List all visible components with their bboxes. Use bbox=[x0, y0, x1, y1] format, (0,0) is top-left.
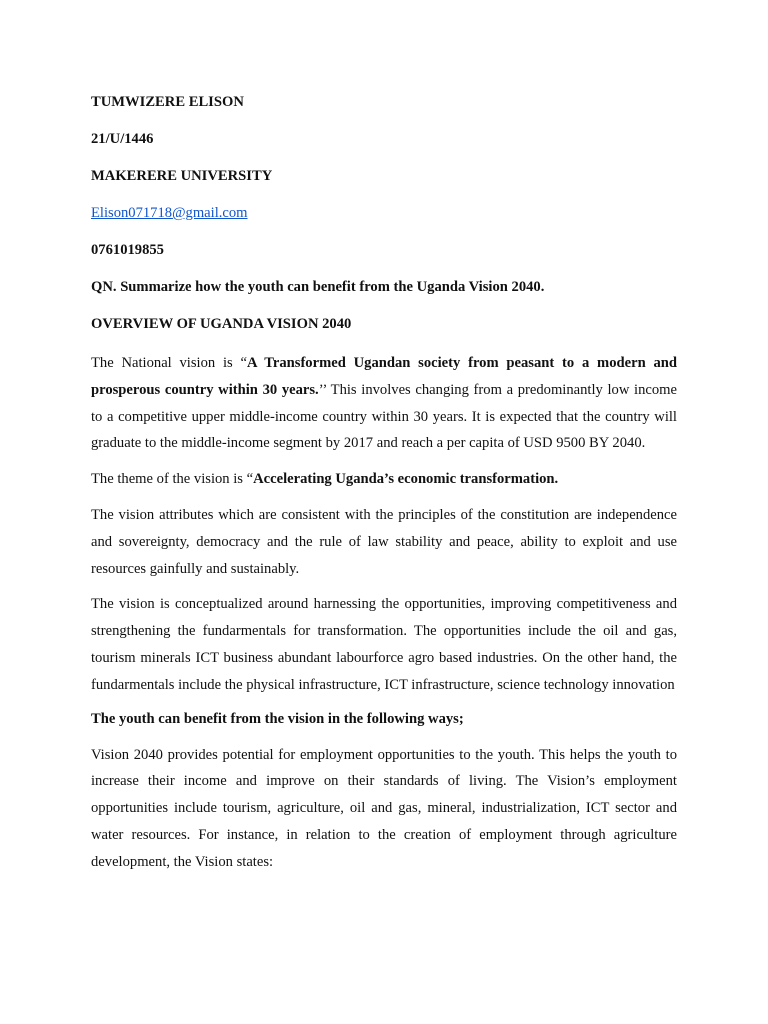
paragraph-national-vision-quote: A Transformed Ugandan society from peasant to a modern and prosperous country within 30 years. bbox=[91, 355, 677, 398]
question-line: QN. Summarize how the youth can benefit from the Uganda Vision 2040. bbox=[91, 279, 545, 295]
paragraph-theme-intro: The theme of the vision is “ bbox=[91, 471, 254, 488]
document-page bbox=[91, 91, 677, 885]
phone-number: 0761019855 bbox=[91, 242, 164, 258]
university-name: MAKERERE UNIVERSITY bbox=[91, 168, 273, 184]
paragraph-theme-quote: Accelerating Uganda’s economic transformation. bbox=[253, 471, 559, 488]
paragraph-attributes: The vision attributes which are consistent with the principles of the constitution are independence and sovereignty, democracy and the rule of law stability and peace, ability to exploit and use resources gainfully and sustainably. bbox=[91, 506, 677, 577]
paragraph-employment: Vision 2040 provides potential for employment opportunities to the youth. This helps the youth to increase their income and improve on their standards of living. The Vision’s employment opportunities include tourism, agriculture, oil and gas, mineral, industrialization, ICT sector and water resources. For instance, in relation to the creation of employment through agriculture development, the Vision states: bbox=[91, 746, 677, 870]
paragraph-conceptualization: The vision is conceptualized around harnessing the opportunities, improving competitiveness and strengthening the fundarmentals for transformation. The opportunities include the oil and gas, tourism minerals ICT business abundant labourforce agro based industries. On the other hand, the fundarmentals include the physical infrastructure, ICT infrastructure, science technology innovation bbox=[91, 596, 677, 693]
youth-benefits-heading: The youth can benefit from the vision in the following ways; bbox=[91, 710, 464, 727]
paragraph-national-vision bbox=[91, 350, 677, 457]
overview-heading: OVERVIEW OF UGANDA VISION 2040 bbox=[91, 316, 352, 332]
paragraph-national-vision-intro: The National vision is “ bbox=[91, 355, 247, 371]
paragraph-national-vision-body: ’’ This involves changing from a predominantly low income to a competitive upper middle-income country within 30 years. It is expected that the country will graduate to the middle-income segment by 2017 and reach a per capita of USD 9500 BY 2040. bbox=[91, 381, 678, 452]
email-link[interactable]: Elison071718@gmail.com bbox=[91, 205, 248, 221]
paragraph-theme bbox=[91, 466, 677, 493]
student-name: TUMWIZERE ELISON bbox=[91, 94, 244, 110]
registration-number: 21/U/1446 bbox=[91, 131, 154, 147]
